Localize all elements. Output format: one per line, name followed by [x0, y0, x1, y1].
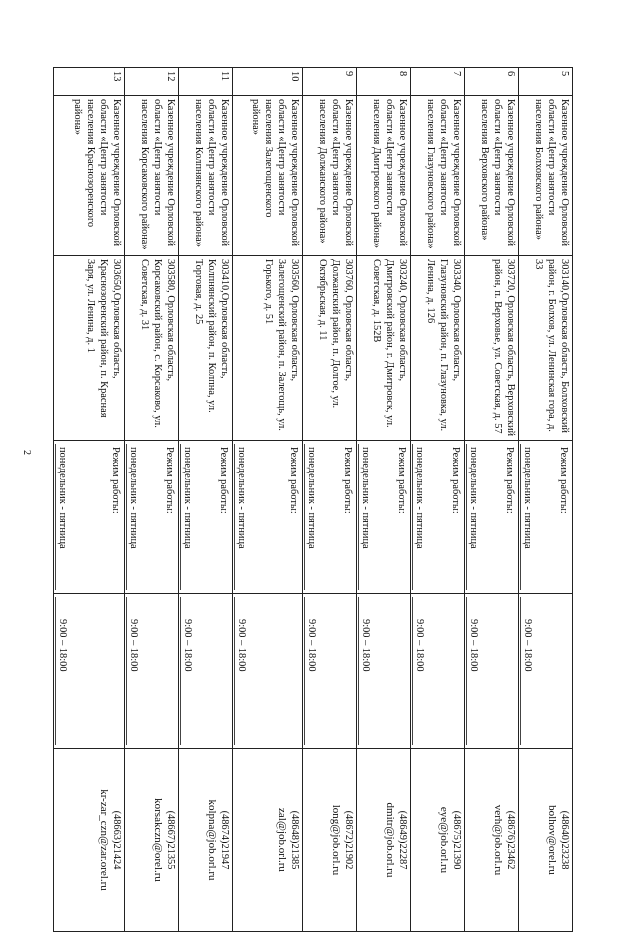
contact-email[interactable]: korsakczn@orel.ru [151, 798, 164, 882]
row-number [411, 68, 465, 96]
work-hours-rule [234, 597, 235, 745]
work-mode-label: Режим работы: [504, 447, 516, 514]
row-number [178, 68, 232, 96]
table-row [178, 68, 232, 932]
row-number-text: 6 [505, 71, 517, 77]
table-row [232, 68, 303, 932]
work-mode-rule [304, 444, 305, 590]
work-mode-rule [234, 444, 235, 590]
institution-name-cell [178, 96, 232, 256]
address: 303240, Орловская область, Дмитровский район, г. Дмитровск, ул. Советская, д. 152В [371, 259, 409, 428]
work-hours-wrap [466, 597, 517, 745]
work-hours-cell [519, 594, 573, 749]
work-days: понедельник - пятница [57, 447, 68, 549]
address-cell [178, 256, 232, 441]
address-cell [357, 256, 411, 441]
work-days: понедельник - пятница [181, 447, 193, 549]
work-mode-rule [466, 444, 467, 590]
work-mode-wrap [412, 444, 463, 590]
work-mode-rule [520, 444, 521, 590]
address-cell [124, 256, 178, 441]
table-row [54, 68, 125, 932]
row-number [357, 68, 411, 96]
row-number [465, 68, 519, 96]
work-hours: 9:00 – 18:00 [306, 619, 318, 672]
work-hours-cell [303, 594, 357, 749]
work-mode-label: Режим работы: [396, 447, 408, 514]
institution-name: Казенное учреждение Орловской области «Центр занятости населения Должанского района» [317, 99, 355, 247]
contact-phone: (48674)21947 [218, 810, 230, 870]
address: 303760, Орловская область, Должанский район, п. Долгое, ул. Октябрьская, д. 11 [317, 259, 355, 409]
table-row [124, 68, 178, 932]
contact-phone: (48640)23238 [559, 810, 570, 870]
contact-cell [303, 749, 357, 932]
work-mode-label: Режим работы: [163, 447, 175, 514]
work-hours: 9:00 – 18:00 [57, 619, 68, 672]
row-number-text: 11 [218, 71, 230, 82]
contact-email[interactable]: kr-zar_czn@zar.orel.ru [97, 789, 110, 891]
work-hours-cell [54, 594, 125, 749]
address: 303650,Орловская область, Краснозоренский район, п. Красная Заря, ул. Ленина, д. 1 [84, 259, 122, 418]
row-number-text: 7 [451, 71, 463, 77]
work-mode-wrap [358, 444, 409, 590]
institution-name-cell [357, 96, 411, 256]
institution-name-cell [54, 96, 125, 256]
address-cell [54, 256, 125, 441]
row-number [519, 68, 573, 96]
contact-email[interactable]: eye@job.orl.ru [438, 806, 451, 874]
work-mode-label: Режим работы: [109, 447, 121, 514]
contact-phone: (48667)21355 [164, 810, 176, 870]
address-cell [411, 256, 465, 441]
institution-name: Казенное учреждение Орловской области «Центр занятости населения Болховского района» [533, 99, 570, 247]
work-days: понедельник - пятница [127, 447, 139, 549]
work-hours-cell [465, 594, 519, 749]
work-hours-cell [124, 594, 178, 749]
contact-email[interactable]: verh@job.orl.ru [492, 804, 505, 876]
work-hours-rule [55, 597, 56, 745]
work-mode-cell [411, 441, 465, 594]
contact-phone: (48676)23462 [505, 810, 517, 870]
address: 303410,Орловская область, Колпнянский район, п. Колпна, ул. Торговая, д. 25 [192, 259, 230, 413]
work-mode-cell [232, 441, 303, 594]
work-hours-rule [358, 597, 359, 745]
row-number [54, 68, 125, 96]
institution-name: Казенное учреждение Орловской области «Центр занятости населения Глазуновского района» [425, 99, 463, 249]
work-mode-wrap [304, 444, 355, 590]
work-mode-rule [126, 444, 127, 590]
address-cell [232, 256, 303, 441]
contact-email[interactable]: dmitr@job.orl.ru [384, 802, 397, 878]
institution-name-cell [232, 96, 303, 256]
work-hours-wrap [55, 597, 123, 745]
work-mode-wrap [520, 444, 571, 590]
work-days: понедельник - пятница [360, 447, 372, 549]
work-mode-cell [357, 441, 411, 594]
contact-phone: (48648)21385 [289, 810, 301, 870]
row-number [124, 68, 178, 96]
work-mode-rule [180, 444, 181, 590]
institution-name: Казенное учреждение Орловской области «Центр занятости населения Залегощенского района» [250, 99, 301, 247]
institution-name-cell [411, 96, 465, 256]
table-row [357, 68, 411, 932]
address: 303560, Орловская область, Залегощенский район, п. Залегощь, ул. Горького, д. 51 [263, 259, 301, 431]
row-number-text: 8 [397, 71, 409, 77]
row-number-text: 12 [164, 71, 176, 82]
work-mode-rule [358, 444, 359, 590]
work-mode-cell [178, 441, 232, 594]
row-number-text: 10 [289, 71, 301, 82]
address: 303580, Орловская область, Корсаковский район, с. Корсаково, ул. Советская, д. 31 [138, 259, 176, 428]
address-cell [465, 256, 519, 441]
table-body [54, 68, 573, 932]
work-hours-cell [178, 594, 232, 749]
contact-email[interactable]: kolpna@job.orl.ru [205, 799, 218, 881]
table-row [465, 68, 519, 932]
contact-cell [411, 749, 465, 932]
row-number-text: 5 [559, 71, 570, 77]
work-mode-wrap [234, 444, 302, 590]
row-number-text: 9 [343, 71, 355, 77]
address: 303140,Орловская область, Болховский район, г. Болхов, ул. Ленинская гора, д. 33 [533, 259, 570, 433]
page-number: 2 [21, 450, 32, 455]
work-hours-rule [412, 597, 413, 745]
contact-email[interactable]: long@job.orl.ru [330, 804, 343, 876]
work-days: понедельник - пятница [414, 447, 426, 549]
contact-phone: (48672)21902 [343, 810, 355, 870]
institution-name-cell [303, 96, 357, 256]
work-hours: 9:00 – 18:00 [360, 619, 372, 672]
contact-cell [357, 749, 411, 932]
work-hours: 9:00 – 18:00 [468, 619, 480, 672]
work-hours: 9:00 – 18:00 [414, 619, 426, 672]
institution-name: Казенное учреждение Орловской области «Центр занятости населения Колпнянского района» [192, 99, 230, 247]
work-days: понедельник - пятница [235, 447, 247, 549]
work-hours-wrap [180, 597, 231, 745]
row-number [303, 68, 357, 96]
contact-cell [519, 749, 573, 932]
work-days: понедельник - пятница [306, 447, 318, 549]
institution-name-cell [519, 96, 573, 256]
row-number-text: 13 [110, 71, 122, 82]
work-hours-wrap [412, 597, 463, 745]
table-row [519, 68, 573, 932]
work-hours-cell [357, 594, 411, 749]
work-mode-label: Режим работы: [558, 447, 569, 514]
work-hours-cell [411, 594, 465, 749]
work-hours-rule [180, 597, 181, 745]
institution-name: Казенное учреждение Орловской области «Центр занятости населения Верховского района» [479, 99, 517, 247]
work-mode-wrap [466, 444, 517, 590]
contact-cell [178, 749, 232, 932]
institution-name: Казенное учреждение Орловской области «Центр занятости населения Корсаковского района» [138, 99, 176, 250]
institution-name-cell [124, 96, 178, 256]
work-mode-cell [124, 441, 178, 594]
work-hours: 9:00 – 18:00 [181, 619, 193, 672]
row-number [232, 68, 303, 96]
contact-email[interactable]: zal@job.orl.ru [276, 808, 289, 872]
work-hours-rule [466, 597, 467, 745]
work-hours-wrap [520, 597, 571, 745]
work-mode-label: Режим работы: [342, 447, 354, 514]
contact-cell [465, 749, 519, 932]
work-days: понедельник - пятница [468, 447, 480, 549]
contact-phone: (48649)22287 [397, 810, 409, 870]
work-mode-label: Режим работы: [450, 447, 462, 514]
work-hours-cell [232, 594, 303, 749]
address-cell [303, 256, 357, 441]
work-days: понедельник - пятница [522, 447, 534, 549]
work-mode-wrap [126, 444, 177, 590]
work-hours-rule [304, 597, 305, 745]
contact-phone: (48675)21390 [451, 810, 463, 870]
work-mode-label: Режим работы: [288, 447, 300, 514]
work-hours: 9:00 – 18:00 [522, 619, 534, 672]
rotated-table-container [53, 67, 573, 889]
work-hours-wrap [304, 597, 355, 745]
work-hours: 9:00 – 18:00 [235, 619, 247, 672]
work-hours-wrap [126, 597, 177, 745]
work-hours-wrap [234, 597, 302, 745]
contact-email[interactable]: bolhov@orel.ru [546, 805, 558, 875]
work-hours-rule [126, 597, 127, 745]
work-hours-wrap [358, 597, 409, 745]
work-mode-cell [465, 441, 519, 594]
address: 303720, Орловская область, Верховский район, п. Верховье, ул. Советская, д. 57 [492, 259, 517, 437]
table-row [303, 68, 357, 932]
address: 303340, Орловская область, Глазуновский район, п. Глазуновка, ул. Ленина, д. 126 [425, 259, 463, 432]
institution-name: Казенное учреждение Орловской области «Центр занятости населения Краснозоренского района» [71, 99, 122, 247]
work-mode-cell [303, 441, 357, 594]
work-hours-rule [520, 597, 521, 745]
work-mode-rule [55, 444, 56, 590]
contact-phone: (48663)21424 [110, 810, 122, 870]
employment-centers-table [53, 67, 573, 932]
contact-cell [232, 749, 303, 932]
work-mode-rule [412, 444, 413, 590]
work-mode-wrap [55, 444, 123, 590]
work-mode-cell [519, 441, 573, 594]
work-mode-label: Режим работы: [217, 447, 229, 514]
institution-name: Казенное учреждение Орловской области «Центр занятости населения Дмитровского района» [371, 99, 409, 248]
work-mode-cell [54, 441, 125, 594]
address-cell [519, 256, 573, 441]
table-row [411, 68, 465, 932]
work-mode-wrap [180, 444, 231, 590]
work-hours: 9:00 – 18:00 [127, 619, 139, 672]
contact-cell [54, 749, 125, 932]
contact-cell [124, 749, 178, 932]
institution-name-cell [465, 96, 519, 256]
